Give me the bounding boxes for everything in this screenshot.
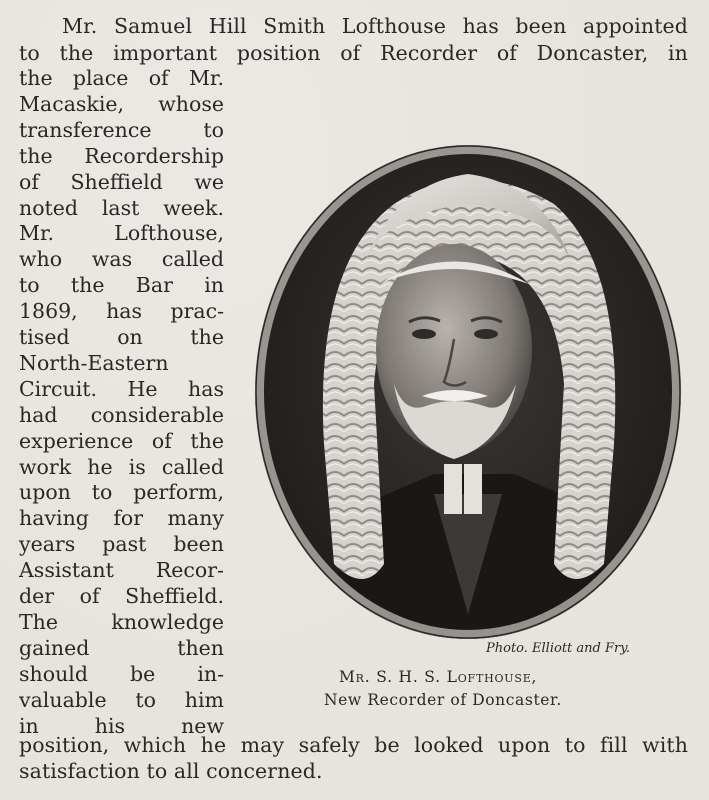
article-column-line: of Sheffield we	[19, 169, 224, 194]
article-column-line: gained then	[19, 635, 224, 660]
article-column-line: who was called	[19, 247, 224, 272]
article-column-line: tised on the	[19, 325, 224, 349]
article-column-line: der of Sheffield.	[19, 584, 224, 608]
portrait-photo	[254, 144, 682, 640]
article-column-line: in his new	[19, 713, 224, 738]
photo-credit: Photo. Elliott and Fry.	[486, 641, 630, 656]
photo-caption-name: Mr. S. H. S. Lofthouse,	[339, 668, 538, 686]
article-line-2: to the important position of Recorder of Doncaster, in	[19, 41, 688, 65]
article-column-line: transference to	[19, 117, 224, 142]
article-column-line: Mr. Lofthouse,	[19, 221, 224, 246]
article-column-line: had considerable	[19, 402, 224, 427]
article-column-line: North-Eastern	[19, 350, 169, 375]
article-column-line: should be in-	[19, 661, 224, 686]
article-column-line: work he is called	[19, 454, 224, 479]
article-final-line-1: position, which he may safely be looked upon to fill with	[19, 733, 688, 757]
article-column-line: Circuit. He has	[19, 376, 224, 401]
article-final-line-2: satisfaction to all concerned.	[19, 759, 323, 783]
article-column-line: The knowledge	[19, 609, 224, 634]
article-column-line: the place of Mr.	[19, 66, 224, 90]
photo-caption-title: New Recorder of Doncaster.	[324, 691, 562, 709]
article-column-line: experience of the	[19, 428, 224, 453]
article-column-line: to the Bar in	[19, 273, 224, 298]
article-column-line: years past been	[19, 532, 224, 557]
article-line-1: Mr. Samuel Hill Smith Lofthouse has been appointed	[62, 14, 688, 38]
article-column-line: Assistant Recor-	[19, 558, 224, 583]
article-column-line: having for many	[19, 506, 224, 531]
article-column-line: 1869, has prac-	[19, 299, 224, 324]
article-column-line: noted last week.	[19, 195, 224, 220]
article-column-line: the Recordership	[19, 143, 224, 168]
article-column-line: upon to perform,	[19, 480, 224, 505]
article-column-line: Macaskie, whose	[19, 91, 224, 116]
article-column-line: valuable to him	[19, 687, 224, 712]
